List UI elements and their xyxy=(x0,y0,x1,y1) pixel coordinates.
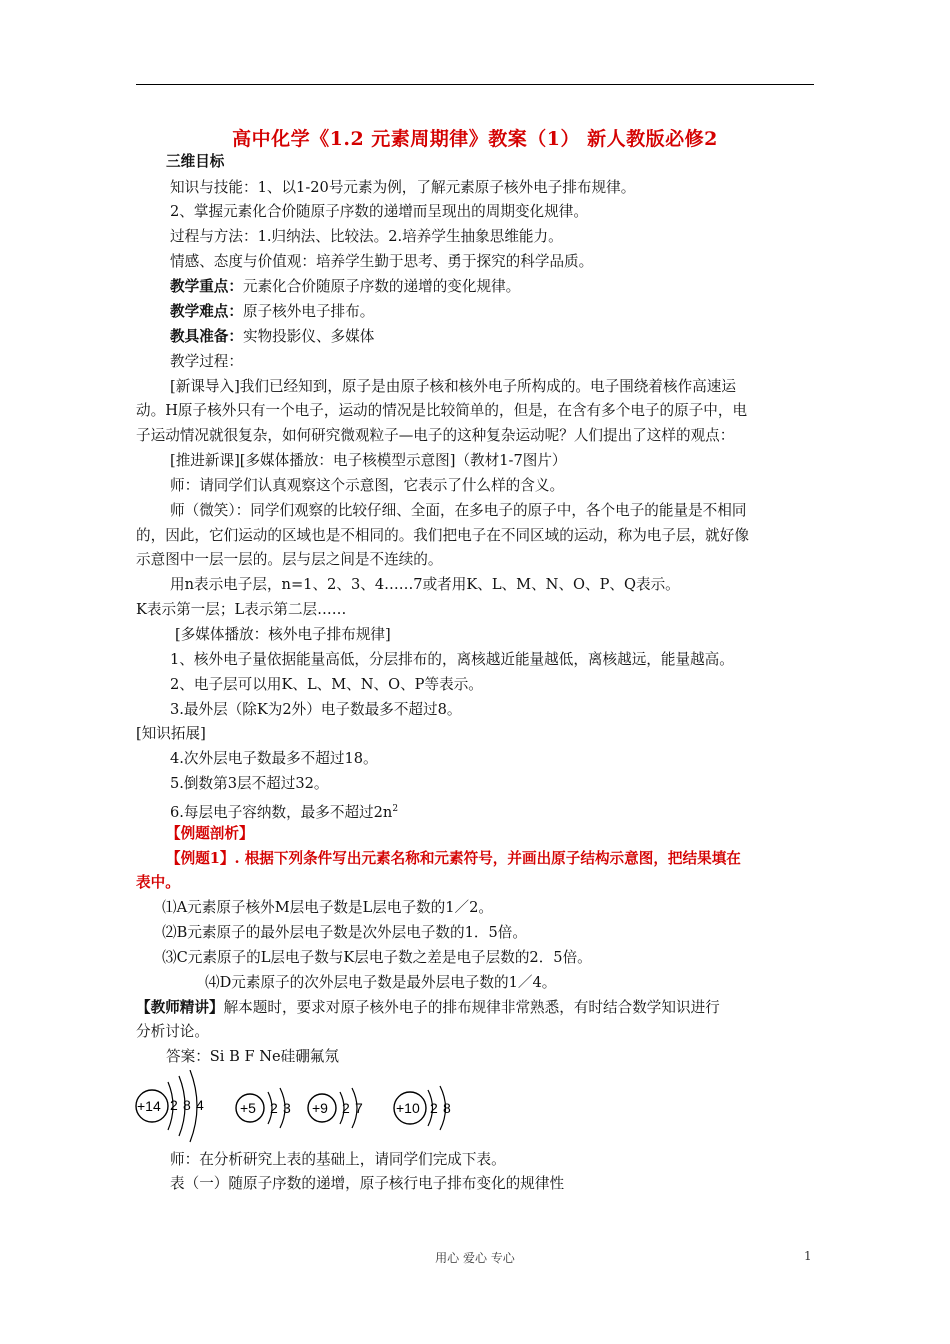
teaching-tools-label: 教具准备： xyxy=(170,328,243,345)
condition-item: ⑴A元素原子核外M层电子数是L层电子数的1／2。 xyxy=(162,899,494,916)
atom-diagram-si xyxy=(136,1070,204,1142)
nucleus-charge: +9 xyxy=(312,1100,328,1116)
page-number: 1 xyxy=(804,1249,812,1263)
condition-item: ⑶C元素原子的L层电子数与K层电子数之差是电子层数的2．5倍。 xyxy=(162,949,592,966)
rule-item: 4.次外层电子数最多不超过18。 xyxy=(170,750,378,767)
atom-diagram-f xyxy=(308,1088,363,1128)
rule-item: 1、核外电子量依据能量高低，分层排布的，离核越近能量越低，离核越远，能量越高。 xyxy=(170,651,734,668)
key-point-text: 元素化合价随原子序数的递增的变化规律。 xyxy=(242,278,521,295)
rule-item: 2、电子层可以用K、L、M、N、O、P等表示。 xyxy=(170,676,483,693)
teaching-tools-text: 实物投影仪、多媒体 xyxy=(242,328,375,345)
text-line: 动。H原子核外只有一个电子，运动的情况是比较简单的，但是，在含有多个电子的原子中，电 xyxy=(136,402,748,419)
rule-item: 5.倒数第3层不超过32。 xyxy=(170,775,329,792)
atomic-structure-diagrams xyxy=(128,1070,488,1150)
difficult-point-text: 原子核外电子排布。 xyxy=(242,303,375,320)
text-line: 教学过程： xyxy=(170,353,243,370)
text-line: 过程与方法：1.归纳法、比较法。2.培养学生抽象思维能力。 xyxy=(170,228,563,245)
shell-electrons: 2 xyxy=(270,1100,278,1116)
text-line: 示意图中一层一层的。层与层之间是不连续的。 xyxy=(136,551,443,568)
text-line: 子运动情况就很复杂，如何研究微观粒子—电子的这种复杂运动呢？人们提出了这样的观点： xyxy=(136,427,735,444)
nucleus-charge: +5 xyxy=(240,1100,256,1116)
text-line: 师：在分析研究上表的基础上，请同学们完成下表。 xyxy=(170,1151,506,1168)
condition-item: ⑵B元素原子的最外层电子数是次外层电子数的1．5倍。 xyxy=(162,924,527,941)
key-point xyxy=(170,277,520,297)
superscript: 2 xyxy=(392,804,399,814)
rule-item-text: 6.每层电子容纳数，最多不超过2n xyxy=(170,803,393,821)
text-line: 2、掌握元素化合价随原子序数的递增而呈现出的周期变化规律。 xyxy=(170,203,588,220)
shell-electrons: 2 xyxy=(170,1097,178,1113)
rule-item xyxy=(170,799,398,823)
text-line: 师：请同学们认真观察这个示意图，它表示了什么样的含义。 xyxy=(170,477,565,494)
key-point-label: 教学重点： xyxy=(170,278,243,295)
rule-item: 3.最外层（除K为2外）电子数最多不超过8。 xyxy=(170,701,462,718)
text-line: 用n表示电子层，n=1、2、3、4……7或者用K、L、M、N、O、P、Q表示。 xyxy=(170,576,680,593)
page-footer: 用心 爱心 专心 xyxy=(435,1251,515,1265)
knowledge-extension: [知识拓展] xyxy=(136,725,206,742)
text-line: 师（微笑）：同学们观察的比较仔细、全面，在多电子的原子中，各个电子的能量是不相同 xyxy=(170,502,747,519)
shell-electrons: 3 xyxy=(283,1100,291,1116)
example-question: 【例题1】. 根据下列条件写出元素名称和元素符号，并画出原子结构示意图，把结果填在 xyxy=(166,850,741,867)
teaching-tools xyxy=(170,327,374,347)
header-rule xyxy=(136,84,814,85)
shell-electrons: 4 xyxy=(196,1097,204,1113)
difficult-point xyxy=(170,302,374,322)
text-line: K表示第一层；L表示第二层…… xyxy=(136,601,347,618)
text-line: 知识与技能：1、以1-20号元素为例，了解元素原子核外电子排布规律。 xyxy=(170,179,636,196)
text-line: [新课导入]我们已经知到，原子是由原子核和核外电子所构成的。电子围绕着核作高速运 xyxy=(170,378,736,395)
difficult-point-label: 教学难点： xyxy=(170,303,243,320)
condition-item: ⑷D元素原子的次外层电子数是最外层电子数的1／4。 xyxy=(205,974,557,991)
example-question: 表中。 xyxy=(136,874,180,891)
table-caption: 表（一）随原子序数的递增，原子核行电子排布变化的规律性 xyxy=(170,1175,565,1192)
shell-electrons: 8 xyxy=(183,1097,191,1113)
text-line: 的，因此，它们运动的区域也是不相同的。我们把电子在不同区域的运动，称为电子层，就好像 xyxy=(136,527,749,544)
text-line: 分析讨论。 xyxy=(136,1023,209,1040)
nucleus-charge: +14 xyxy=(137,1098,161,1114)
page-title: 高中化学《1.2 元素周期律》教案（1） 新人教版必修2 xyxy=(232,128,718,150)
answer: 答案：Si B F Ne硅硼氟氖 xyxy=(166,1048,339,1065)
example-heading: 【例题剖析】 xyxy=(166,825,254,842)
text-line: 情感、态度与价值观：培养学生勤于思考、勇于探究的科学品质。 xyxy=(170,253,594,270)
shell-electrons: 8 xyxy=(443,1100,451,1116)
atom-diagram-ne xyxy=(394,1086,451,1130)
text-line: [多媒体播放：核外电子排布规律] xyxy=(175,626,391,643)
shell-electrons: 7 xyxy=(355,1100,363,1116)
teacher-explanation xyxy=(136,998,720,1018)
shell-electrons: 2 xyxy=(342,1100,350,1116)
teacher-explanation-label: 【教师精讲】 xyxy=(136,999,224,1016)
shell-electrons: 2 xyxy=(430,1100,438,1116)
nucleus-charge: +10 xyxy=(396,1100,420,1116)
atom-diagram-b xyxy=(236,1088,291,1128)
teacher-explanation-text: 解本题时，要求对原子核外电子的排布规律非常熟悉，有时结合数学知识进行 xyxy=(223,999,720,1016)
objectives-heading: 三维目标 xyxy=(166,153,225,170)
text-line: [推进新课][多媒体播放：电子核模型示意图]（教材1-7图片） xyxy=(170,452,567,469)
